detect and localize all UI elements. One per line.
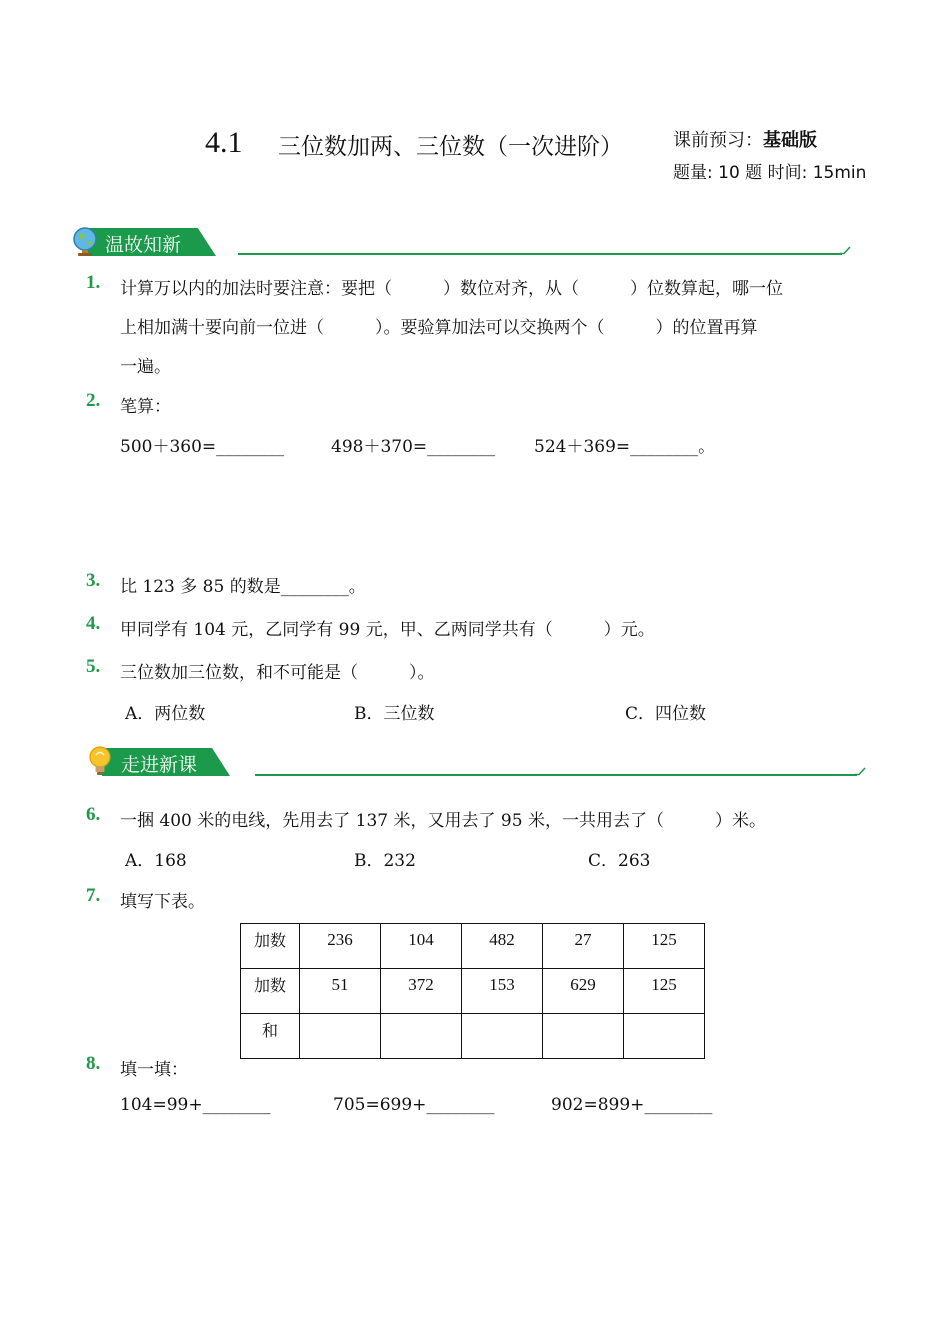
answer-cell[interactable] [624, 1014, 705, 1059]
answer-cell[interactable] [381, 1014, 462, 1059]
q8-item-3: 902=899+________ [551, 1095, 713, 1115]
q1-line2: 上相加满十要向前一位进（ ）。要验算加法可以交换两个（ ）的位置再算 [120, 318, 758, 338]
preview-label: 课前预习： [673, 130, 763, 151]
table-cell: 125 [624, 924, 705, 969]
q5-text: 三位数加三位数，和不可能是（ ）。 [120, 663, 435, 683]
row-header: 和 [241, 1014, 300, 1059]
row-header: 加数 [241, 969, 300, 1014]
banner-label: 走进新课 [121, 754, 198, 776]
row-header: 加数 [241, 924, 300, 969]
q8-number: 8. [86, 1053, 101, 1074]
addition-table [240, 923, 705, 1059]
q5-number: 5. [86, 656, 101, 677]
question-meta [673, 158, 866, 183]
q2-number: 2. [86, 390, 101, 411]
q8-text: 填一填： [120, 1060, 188, 1080]
q8-item-2: 705=699+________ [333, 1095, 495, 1115]
q6-option-b: B．232 [354, 851, 416, 871]
section-banner-new [88, 748, 868, 776]
q8-item-1: 104=99+________ [120, 1095, 271, 1115]
table-cell: 51 [300, 969, 381, 1014]
q6-number: 6. [86, 804, 101, 825]
q6-option-a: A．168 [125, 851, 187, 871]
lightbulb-icon [88, 744, 112, 778]
q7-text: 填写下表。 [120, 892, 205, 912]
question-count: 题量: 10 题 [673, 163, 763, 183]
banner-rule [255, 774, 857, 776]
answer-cell[interactable] [543, 1014, 624, 1059]
table-cell: 482 [462, 924, 543, 969]
q2-item-1: 500＋360=________ [120, 437, 285, 457]
table-cell: 629 [543, 969, 624, 1014]
banner-rule [238, 253, 842, 255]
banner-rule-end [840, 246, 852, 256]
section-number: 4.1 [205, 126, 243, 159]
q2-item-2: 498＋370=________ [331, 437, 496, 457]
q2-text: 笔算： [120, 397, 171, 417]
banner-label: 温故知新 [105, 234, 182, 256]
q2-item-3: 524＋369=________。 [534, 437, 716, 457]
banner-rule-end [855, 767, 867, 777]
answer-cell[interactable] [462, 1014, 543, 1059]
answer-cell[interactable] [300, 1014, 381, 1059]
q6-option-c: C．263 [588, 851, 651, 871]
q6-text: 一捆 400 米的电线，先用去了 137 米，又用去了 95 米，一共用去了（ ）米。 [120, 811, 766, 831]
q4-text: 甲同学有 104 元，乙同学有 99 元，甲、乙两同学共有（ ）元。 [120, 620, 655, 640]
table-cell: 372 [381, 969, 462, 1014]
table-row [241, 924, 705, 969]
time-limit: 时间: 15min [767, 163, 867, 183]
table-cell: 153 [462, 969, 543, 1014]
q5-option-b: B．三位数 [354, 704, 435, 724]
table-cell: 27 [543, 924, 624, 969]
q1-line1: 计算万以内的加法时要注意：要把（ ）数位对齐，从（ ）位数算起，哪一位 [120, 279, 783, 299]
page-title: 三位数加两、三位数（一次进阶） [278, 134, 623, 160]
table-cell: 104 [381, 924, 462, 969]
q7-number: 7. [86, 885, 101, 906]
edition-label: 基础版 [763, 130, 817, 151]
q3-number: 3. [86, 570, 101, 591]
q1-number: 1. [86, 272, 101, 293]
table-cell: 125 [624, 969, 705, 1014]
preview-edition [673, 126, 817, 152]
section-banner-review [72, 228, 852, 256]
q1-line3: 一遍。 [120, 357, 171, 377]
q3-text: 比 123 多 85 的数是________。 [120, 577, 366, 597]
table-row [241, 1014, 705, 1059]
table-cell: 236 [300, 924, 381, 969]
q5-option-c: C．四位数 [625, 704, 707, 724]
q5-option-a: A．两位数 [125, 704, 206, 724]
q4-number: 4. [86, 613, 101, 634]
globe-icon [72, 226, 100, 258]
table-row [241, 969, 705, 1014]
